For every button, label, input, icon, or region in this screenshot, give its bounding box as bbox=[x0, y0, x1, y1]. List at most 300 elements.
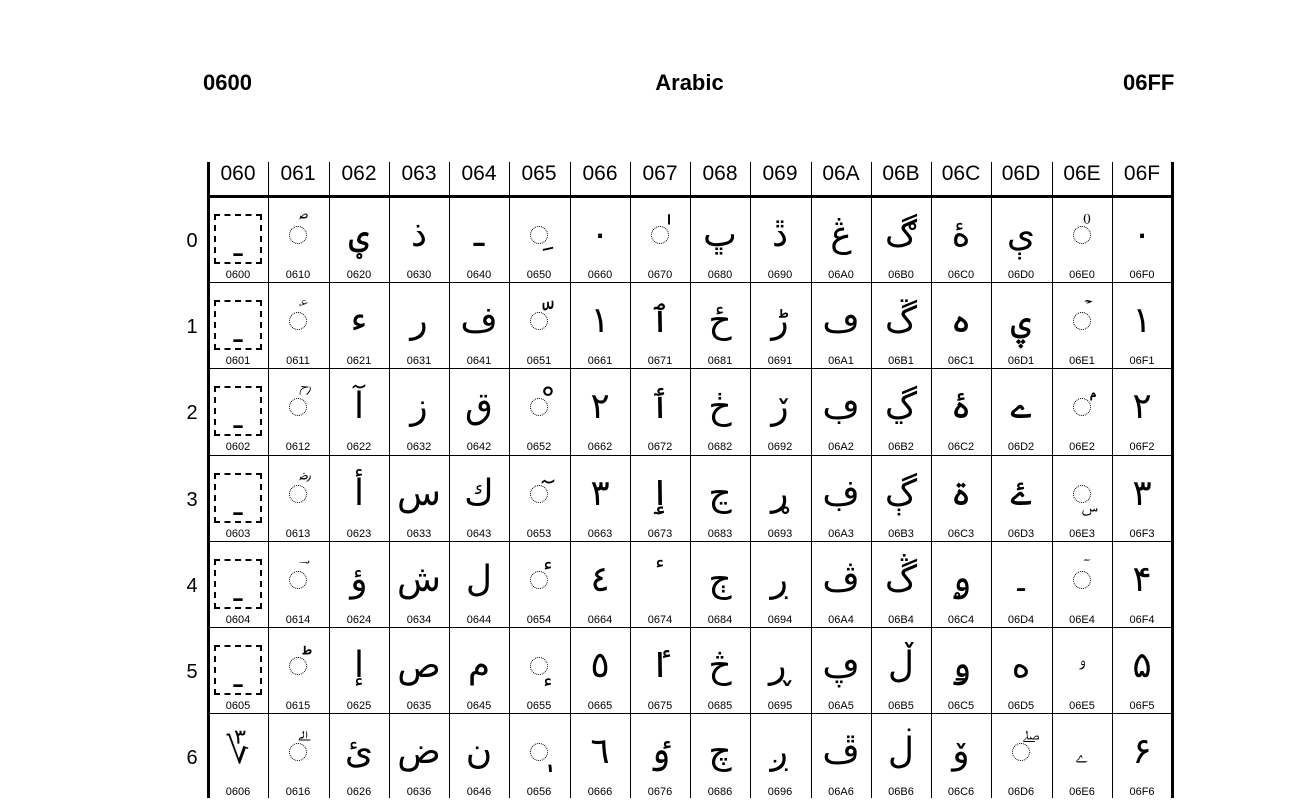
code-point-label: 0635 bbox=[406, 700, 432, 712]
code-point-label: 0636 bbox=[406, 786, 432, 798]
glyph-area bbox=[871, 463, 931, 525]
glyph-area bbox=[1052, 376, 1112, 438]
character-glyph: ڴ bbox=[884, 559, 918, 600]
code-point-label: 06C5 bbox=[947, 700, 975, 712]
character-cell bbox=[871, 370, 931, 456]
character-cell bbox=[1112, 370, 1172, 456]
code-point-label: 0694 bbox=[767, 614, 793, 626]
code-point-label: 0621 bbox=[346, 355, 372, 367]
code-point-label: 0663 bbox=[587, 528, 613, 540]
glyph-area bbox=[329, 290, 389, 352]
dotted-circle-icon bbox=[289, 398, 307, 416]
code-point-label: 0601 bbox=[225, 355, 251, 367]
column-header: 067 bbox=[642, 162, 678, 185]
column-header: 06A bbox=[822, 162, 860, 185]
glyph-area bbox=[871, 549, 931, 611]
character-glyph: ڳ bbox=[884, 473, 918, 514]
character-cell bbox=[991, 457, 1051, 543]
code-point-label: 06D1 bbox=[1007, 355, 1035, 367]
character-glyph: ڶ bbox=[887, 731, 915, 772]
character-cell bbox=[991, 370, 1051, 456]
character-cell bbox=[570, 198, 630, 284]
glyph-area bbox=[931, 290, 991, 352]
dotted-circle-icon bbox=[1012, 743, 1030, 761]
glyph-area bbox=[630, 463, 690, 525]
character-glyph: أ bbox=[353, 473, 364, 514]
code-point-label: 0634 bbox=[406, 614, 432, 626]
character-cell bbox=[389, 629, 449, 715]
code-point-label: 0664 bbox=[587, 614, 613, 626]
code-point-label: 0641 bbox=[466, 355, 492, 367]
code-point-label: 06A5 bbox=[828, 700, 854, 712]
character-cell bbox=[268, 629, 328, 715]
character-cell bbox=[630, 543, 690, 629]
code-point-label: 0674 bbox=[647, 614, 673, 626]
character-glyph: ڐ bbox=[771, 214, 789, 255]
character-glyph: ئ bbox=[344, 731, 374, 772]
character-glyph: ڱ bbox=[884, 300, 918, 341]
character-glyph: ۔ bbox=[1010, 559, 1032, 600]
character-glyph: ڡ bbox=[822, 300, 860, 341]
character-glyph: ڥ bbox=[822, 645, 860, 686]
character-cell bbox=[1112, 457, 1172, 543]
code-point-label: 0605 bbox=[225, 700, 251, 712]
glyph-area bbox=[449, 376, 509, 438]
character-glyph: ـ bbox=[233, 488, 243, 523]
character-cell bbox=[208, 457, 268, 543]
code-point-label: 0602 bbox=[225, 441, 251, 453]
character-glyph: ن bbox=[465, 731, 493, 772]
glyph-area bbox=[208, 721, 268, 783]
code-point-label: 06F5 bbox=[1129, 700, 1155, 712]
character-glyph: ۀ bbox=[951, 214, 971, 255]
glyph-area bbox=[931, 635, 991, 697]
format-character-box bbox=[214, 214, 262, 264]
glyph-area bbox=[991, 549, 1051, 611]
glyph-area bbox=[750, 549, 810, 611]
character-cell bbox=[931, 457, 991, 543]
character-cell bbox=[1112, 629, 1172, 715]
code-point-label: 0614 bbox=[285, 614, 311, 626]
code-point-label: 0642 bbox=[466, 441, 492, 453]
glyph-area bbox=[329, 204, 389, 266]
character-glyph: ۴ bbox=[1132, 559, 1152, 600]
character-cell bbox=[690, 715, 750, 801]
code-point-label: 0685 bbox=[707, 700, 733, 712]
code-point-label: 0680 bbox=[707, 269, 733, 281]
code-point-label: 06C6 bbox=[947, 786, 975, 798]
glyph-area bbox=[871, 376, 931, 438]
character-cell bbox=[630, 457, 690, 543]
character-cell bbox=[750, 198, 810, 284]
character-cell bbox=[630, 715, 690, 801]
code-point-label: 06D2 bbox=[1007, 441, 1035, 453]
code-point-label: 0630 bbox=[406, 269, 432, 281]
character-cell bbox=[509, 715, 569, 801]
character-cell bbox=[208, 629, 268, 715]
row-header: 0 bbox=[186, 230, 198, 252]
character-cell bbox=[991, 629, 1051, 715]
glyph-area bbox=[991, 204, 1051, 266]
glyph-area bbox=[811, 204, 871, 266]
character-cell bbox=[570, 284, 630, 370]
code-point-label: 06B4 bbox=[888, 614, 914, 626]
glyph-area bbox=[871, 721, 931, 783]
code-point-label: 0662 bbox=[587, 441, 613, 453]
glyph-area bbox=[329, 635, 389, 697]
glyph-area bbox=[1052, 204, 1112, 266]
code-point-label: 0683 bbox=[707, 528, 733, 540]
glyph-area bbox=[1052, 290, 1112, 352]
glyph-area bbox=[1112, 376, 1172, 438]
character-glyph: ٱ bbox=[649, 300, 671, 341]
glyph-area bbox=[811, 549, 871, 611]
code-point-label: 0613 bbox=[285, 528, 311, 540]
glyph-area bbox=[931, 463, 991, 525]
code-point-label: 06D4 bbox=[1007, 614, 1035, 626]
character-cell bbox=[931, 629, 991, 715]
code-point-label: 06C2 bbox=[947, 441, 975, 453]
character-glyph: ۄ bbox=[950, 559, 972, 600]
code-point-label: 0655 bbox=[526, 700, 552, 712]
glyph-area bbox=[268, 290, 328, 352]
character-glyph: ڔ bbox=[770, 559, 790, 600]
glyph-area bbox=[570, 463, 630, 525]
code-point-label: 0661 bbox=[587, 355, 613, 367]
glyph-area bbox=[509, 376, 569, 438]
character-glyph: ٤ bbox=[590, 559, 610, 600]
character-glyph: ۂ bbox=[950, 386, 972, 427]
character-glyph: س bbox=[397, 473, 441, 514]
code-point-label: 0653 bbox=[526, 528, 552, 540]
character-cell bbox=[389, 370, 449, 456]
code-point-label: 06C1 bbox=[947, 355, 975, 367]
character-glyph: ١ bbox=[590, 300, 610, 341]
character-cell bbox=[389, 284, 449, 370]
range-end-label: 06FF bbox=[1123, 70, 1175, 95]
character-glyph: ړ bbox=[771, 473, 789, 514]
code-point-label: 0633 bbox=[406, 528, 432, 540]
row-header: 2 bbox=[186, 402, 198, 424]
glyph-area bbox=[690, 635, 750, 697]
glyph-area bbox=[329, 376, 389, 438]
character-cell bbox=[1052, 715, 1112, 801]
character-glyph: ڑ bbox=[771, 300, 789, 341]
character-cell bbox=[570, 370, 630, 456]
row-header: 5 bbox=[186, 661, 198, 683]
dotted-circle-icon bbox=[530, 226, 548, 244]
character-cell bbox=[750, 284, 810, 370]
character-glyph: ش bbox=[397, 559, 441, 600]
code-point-label: 0643 bbox=[466, 528, 492, 540]
column-header: 066 bbox=[582, 162, 618, 185]
character-cell bbox=[871, 457, 931, 543]
character-glyph: ٳ bbox=[649, 473, 671, 514]
column-header: 06F bbox=[1123, 162, 1161, 185]
code-point-label: 06A2 bbox=[828, 441, 854, 453]
character-cell bbox=[329, 457, 389, 543]
character-glyph: ۰ bbox=[1132, 214, 1152, 255]
character-cell bbox=[509, 629, 569, 715]
character-cell bbox=[389, 715, 449, 801]
code-point-label: 0665 bbox=[587, 700, 613, 712]
character-glyph: ڲ bbox=[884, 386, 918, 427]
dotted-circle-icon bbox=[530, 743, 548, 761]
character-glyph: ڕ bbox=[769, 645, 791, 686]
character-cell bbox=[871, 629, 931, 715]
character-cell bbox=[991, 284, 1051, 370]
character-cell bbox=[811, 629, 871, 715]
glyph-area bbox=[1052, 721, 1112, 783]
glyph-area bbox=[871, 290, 931, 352]
glyph-area bbox=[389, 376, 449, 438]
dotted-circle-icon bbox=[289, 571, 307, 589]
character-glyph: ۲ bbox=[1132, 386, 1152, 427]
code-point-label: 06A4 bbox=[828, 614, 854, 626]
dotted-circle-icon bbox=[1073, 571, 1091, 589]
character-cell bbox=[1112, 543, 1172, 629]
character-glyph: ز bbox=[410, 386, 428, 427]
dotted-circle-icon bbox=[289, 743, 307, 761]
character-cell bbox=[389, 457, 449, 543]
dotted-circle-icon bbox=[1073, 398, 1091, 416]
dotted-circle-icon bbox=[530, 657, 548, 675]
character-glyph: ڰ bbox=[884, 214, 918, 255]
character-glyph: م bbox=[467, 645, 491, 686]
character-glyph: ٢ bbox=[590, 386, 610, 427]
character-glyph: ٦ bbox=[590, 731, 610, 772]
character-glyph: څ bbox=[708, 645, 732, 686]
character-cell bbox=[208, 370, 268, 456]
character-glyph: ر bbox=[410, 300, 428, 341]
dotted-circle-icon bbox=[530, 485, 548, 503]
character-glyph: ـ bbox=[233, 574, 243, 609]
code-point-label: 0632 bbox=[406, 441, 432, 453]
code-point-label: 0622 bbox=[346, 441, 372, 453]
glyph-area bbox=[449, 721, 509, 783]
character-glyph: ڃ bbox=[708, 473, 732, 514]
character-glyph: ذ bbox=[410, 214, 428, 255]
code-point-label: 0693 bbox=[767, 528, 793, 540]
code-point-label: 06E6 bbox=[1069, 786, 1095, 798]
glyph-area bbox=[1052, 463, 1112, 525]
glyph-area bbox=[991, 376, 1051, 438]
glyph-area bbox=[750, 290, 810, 352]
glyph-area bbox=[389, 463, 449, 525]
character-glyph: ء bbox=[350, 300, 368, 341]
character-cell bbox=[690, 629, 750, 715]
character-cell bbox=[449, 284, 509, 370]
row-header: 6 bbox=[186, 747, 198, 769]
character-glyph: ڣ bbox=[822, 473, 860, 514]
glyph-area bbox=[690, 204, 750, 266]
character-cell bbox=[449, 457, 509, 543]
character-glyph: ۳ bbox=[1132, 473, 1152, 514]
character-cell bbox=[1052, 198, 1112, 284]
column-header: 063 bbox=[401, 162, 437, 185]
character-cell bbox=[268, 457, 328, 543]
code-point-label: 0600 bbox=[225, 269, 251, 281]
character-glyph: ڵ bbox=[887, 645, 915, 686]
glyph-area bbox=[1112, 635, 1172, 697]
character-cell bbox=[449, 198, 509, 284]
character-glyph: ٠ bbox=[590, 214, 610, 255]
glyph-area bbox=[570, 721, 630, 783]
column-header: 06C bbox=[941, 162, 981, 185]
glyph-area bbox=[811, 635, 871, 697]
character-cell bbox=[871, 284, 931, 370]
code-point-label: 0691 bbox=[767, 355, 793, 367]
glyph-area bbox=[811, 463, 871, 525]
code-point-label: 0695 bbox=[767, 700, 793, 712]
code-point-label: 0615 bbox=[285, 700, 311, 712]
code-point-label: 0684 bbox=[707, 614, 733, 626]
character-glyph: ؠ bbox=[348, 214, 370, 255]
character-cell bbox=[871, 715, 931, 801]
character-glyph: ۆ bbox=[952, 731, 970, 772]
character-cell bbox=[931, 284, 991, 370]
character-cell bbox=[1052, 543, 1112, 629]
glyph-area bbox=[329, 721, 389, 783]
character-cell bbox=[329, 629, 389, 715]
code-point-label: 06C0 bbox=[947, 269, 975, 281]
character-cell bbox=[690, 370, 750, 456]
glyph-area bbox=[329, 463, 389, 525]
column-header: 069 bbox=[762, 162, 798, 185]
code-point-label: 0673 bbox=[647, 528, 673, 540]
character-cell bbox=[931, 198, 991, 284]
code-point-label: 0670 bbox=[647, 269, 673, 281]
glyph-area bbox=[449, 290, 509, 352]
character-glyph: ؆ bbox=[226, 731, 250, 772]
character-glyph: ڠ bbox=[830, 214, 852, 255]
format-character-box bbox=[214, 645, 262, 695]
code-point-label: 06E2 bbox=[1069, 441, 1095, 453]
column-header: 06B bbox=[882, 162, 920, 185]
row-header: 1 bbox=[186, 316, 198, 338]
character-cell bbox=[1052, 629, 1112, 715]
code-point-label: 0645 bbox=[466, 700, 492, 712]
character-glyph: ڂ bbox=[708, 386, 732, 427]
glyph-area bbox=[871, 635, 931, 697]
character-cell bbox=[329, 543, 389, 629]
glyph-area bbox=[570, 376, 630, 438]
code-point-label: 0616 bbox=[285, 786, 311, 798]
glyph-area bbox=[630, 376, 690, 438]
code-point-label: 0676 bbox=[647, 786, 673, 798]
code-point-label: 0631 bbox=[406, 355, 432, 367]
character-cell bbox=[509, 457, 569, 543]
character-cell bbox=[750, 715, 810, 801]
format-character-box bbox=[214, 473, 262, 523]
character-cell bbox=[991, 198, 1051, 284]
code-point-label: 06E0 bbox=[1069, 269, 1095, 281]
glyph-area bbox=[991, 290, 1051, 352]
glyph-area bbox=[931, 721, 991, 783]
character-cell bbox=[509, 284, 569, 370]
block-title: Arabic bbox=[655, 70, 724, 95]
character-cell bbox=[690, 543, 750, 629]
code-point-label: 06F1 bbox=[1129, 355, 1155, 367]
glyph-area bbox=[389, 290, 449, 352]
character-glyph: ۓ bbox=[1010, 473, 1032, 514]
code-point-label: 06B5 bbox=[888, 700, 914, 712]
character-glyph: ـ bbox=[233, 660, 243, 695]
character-cell bbox=[811, 715, 871, 801]
glyph-area bbox=[1112, 204, 1172, 266]
dotted-circle-icon bbox=[651, 226, 669, 244]
code-point-label: 0666 bbox=[587, 786, 613, 798]
dotted-circle-icon bbox=[289, 312, 307, 330]
column-header: 061 bbox=[280, 162, 316, 185]
character-cell bbox=[329, 198, 389, 284]
character-glyph: ۥ bbox=[1077, 645, 1087, 686]
character-glyph: ې bbox=[1006, 214, 1036, 255]
character-cell bbox=[811, 284, 871, 370]
character-glyph: ە bbox=[1011, 645, 1031, 686]
column-header: 06D bbox=[1001, 162, 1041, 185]
character-glyph: ٲ bbox=[649, 386, 671, 427]
character-glyph: إ bbox=[353, 645, 364, 686]
character-cell bbox=[208, 715, 268, 801]
dotted-circle-icon bbox=[530, 398, 548, 416]
character-cell bbox=[750, 629, 810, 715]
character-cell bbox=[811, 198, 871, 284]
glyph-area bbox=[268, 635, 328, 697]
character-cell bbox=[449, 715, 509, 801]
character-cell bbox=[509, 543, 569, 629]
code-point-label: 06E4 bbox=[1069, 614, 1095, 626]
character-glyph: ۅ bbox=[950, 645, 972, 686]
character-glyph: ۑ bbox=[1010, 300, 1032, 341]
character-cell bbox=[690, 198, 750, 284]
code-point-label: 06E1 bbox=[1069, 355, 1095, 367]
glyph-area bbox=[750, 635, 810, 697]
glyph-area bbox=[389, 721, 449, 783]
code-point-label: 0681 bbox=[707, 355, 733, 367]
glyph-area bbox=[690, 376, 750, 438]
code-point-label: 06B1 bbox=[888, 355, 914, 367]
code-point-label: 0696 bbox=[767, 786, 793, 798]
character-glyph: ٥ bbox=[590, 645, 610, 686]
character-cell bbox=[1052, 457, 1112, 543]
character-cell bbox=[449, 543, 509, 629]
character-cell bbox=[329, 284, 389, 370]
glyph-area bbox=[750, 376, 810, 438]
glyph-area bbox=[630, 549, 690, 611]
glyph-area bbox=[811, 376, 871, 438]
glyph-area bbox=[750, 721, 810, 783]
code-point-label: 0690 bbox=[767, 269, 793, 281]
code-point-label: 0612 bbox=[285, 441, 311, 453]
character-glyph: ے bbox=[1010, 386, 1032, 427]
character-glyph: ۃ bbox=[950, 473, 972, 514]
character-cell bbox=[208, 284, 268, 370]
character-glyph: ۵ bbox=[1132, 645, 1152, 686]
character-cell bbox=[268, 715, 328, 801]
code-point-label: 06B0 bbox=[888, 269, 914, 281]
code-point-label: 0682 bbox=[707, 441, 733, 453]
character-cell bbox=[570, 457, 630, 543]
character-cell bbox=[449, 629, 509, 715]
character-glyph: ؤ bbox=[350, 559, 368, 600]
character-cell bbox=[690, 457, 750, 543]
dotted-circle-icon bbox=[1073, 312, 1091, 330]
code-point-label: 0625 bbox=[346, 700, 372, 712]
format-character-box bbox=[214, 559, 262, 609]
character-glyph: ۦ bbox=[1075, 731, 1089, 772]
character-glyph: ږ bbox=[770, 731, 790, 772]
